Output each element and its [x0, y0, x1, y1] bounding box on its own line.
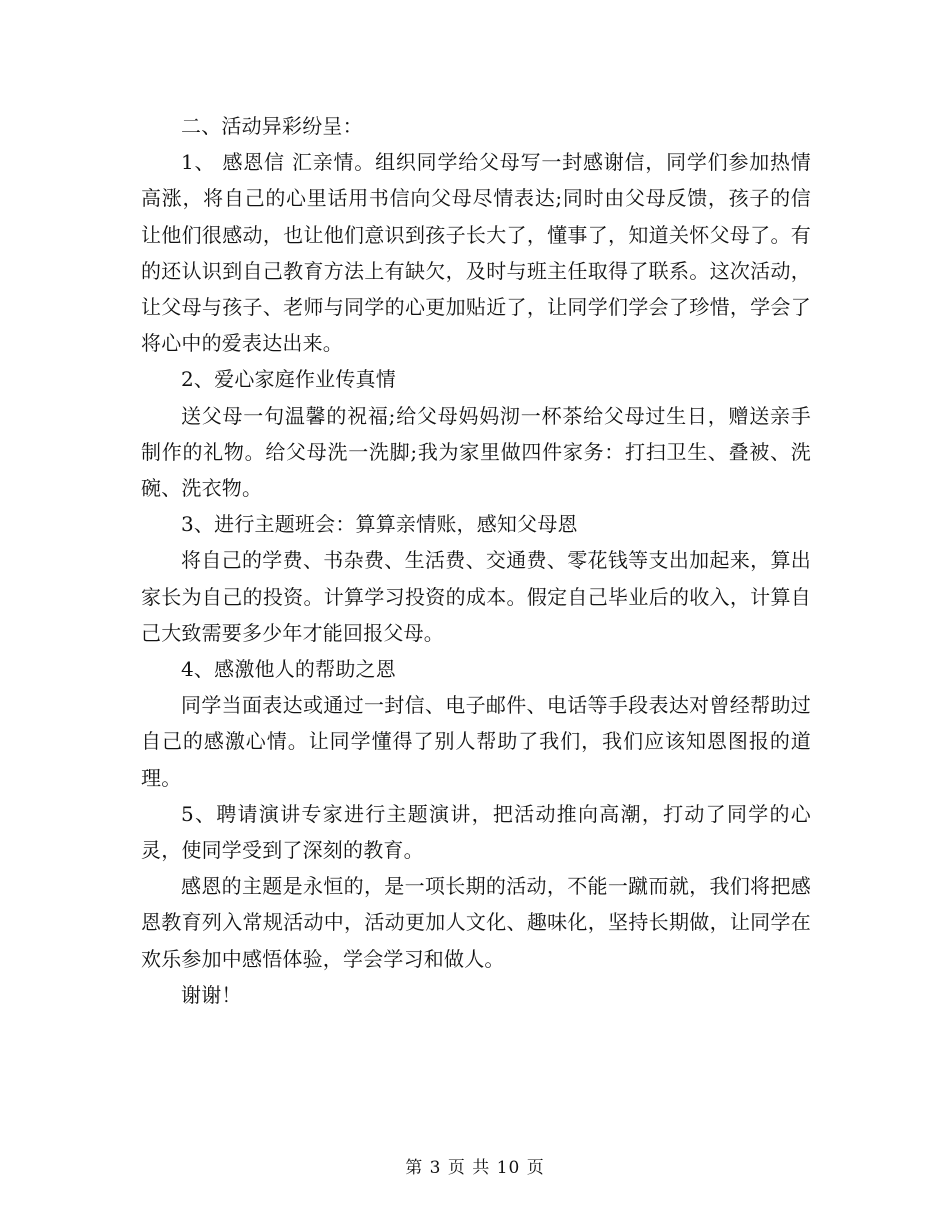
paragraph: 送父母一句温馨的祝福;给父母妈妈沏一杯茶给父母过生日，赠送亲手制作的礼物。给父母洗一洗脚;我为家里做四件家务：打扫卫生、叠被、洗碗、洗衣物。: [141, 403, 811, 501]
item-heading: 2、爱心家庭作业传真情: [181, 367, 396, 392]
item-heading: 3、进行主题班会：算算亲情账，感知父母恩: [181, 512, 578, 537]
paragraph: 5、聘请演讲专家进行主题演讲，把活动推向高潮，打动了同学的心灵，使同学受到了深刻的教育。: [141, 801, 811, 863]
paragraph: 1、 感恩信 汇亲情。组织同学给父母写一封感谢信，同学们参加热情高涨，将自己的心里话用书信向父母尽情表达;同时由父母反馈，孩子的信让他们很感动，也让他们意识到孩子长大了，懂事了，知道关怀父母了。有的还认识到自己教育方法上有缺欠，及时与班主任取得了联系。这次活动，让父母与孩子、老师与同学的心更加贴近了，让同学们学会了珍惜，学会了将心中的爱表达出来。: [141, 150, 811, 356]
paragraph: 同学当面表达或通过一封信、电子邮件、电话等手段表达对曾经帮助过自己的感激心情。让同学懂得了别人帮助了我们，我们应该知恩图报的道理。: [141, 693, 811, 790]
document-body: [141, 108, 811, 1013]
item-heading: 4、感激他人的帮助之恩: [181, 657, 396, 682]
paragraph: 感恩的主题是永恒的，是一项长期的活动，不能一蹴而就，我们将把感恩教育列入常规活动中，活动更加人文化、趣味化，坚持长期做，让同学在欢乐参加中感悟体验，学会学习和做人。: [141, 874, 811, 971]
page-number: 第 3 页 共 10 页: [405, 1158, 545, 1178]
section-heading: 二、活动异彩纷呈：: [181, 114, 363, 138]
paragraph: 将自己的学费、书杂费、生活费、交通费、零花钱等支出加起来，算出家长为自己的投资。计算学习投资的成本。假定自己毕业后的收入，计算自己大致需要多少年才能回报父母。: [141, 548, 811, 645]
closing-text: 谢谢！: [181, 982, 242, 1007]
